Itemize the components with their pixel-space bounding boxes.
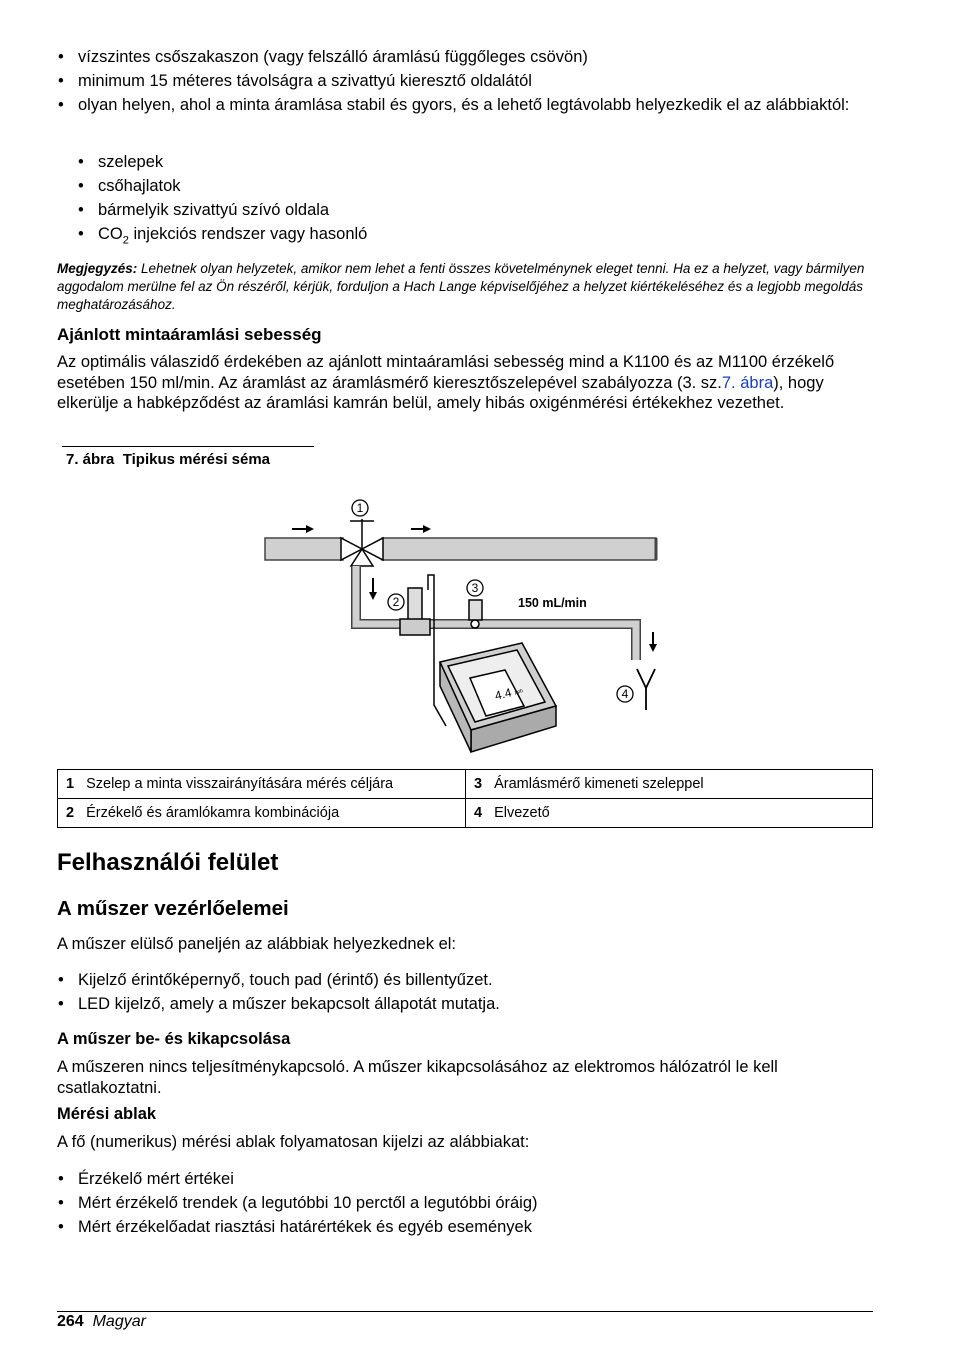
page-number: 264: [57, 1313, 84, 1330]
main-pipe: [265, 538, 656, 560]
three-way-valve-icon: [341, 519, 383, 566]
list-item: • Érzékelő mért értékei: [58, 1170, 234, 1188]
callout-3: 3: [471, 581, 479, 595]
sensor-chamber-icon: [400, 575, 446, 726]
list-item: • csőhajlatok: [78, 177, 181, 195]
flow-rate-paragraph: Az optimális válaszidő érdekében az ajánlott mintaáramlási sebesség mind a K1100 és az M1100 érzékelő esetében 150 ml/min. Az áramlást az áramlásmérő kieresztőszelepével szabályozza (3. sz.7. ábra), hogy elkerülje a habképződést az áramlási kamrán belül, amely hibás oxigénmérési értékekhez vezethet.: [57, 353, 835, 412]
legend-cell: 2 Érzékelő és áramlókamra kombinációja: [58, 799, 466, 828]
list-item: • Kijelző érintőképernyő, touch pad (érintő) és billentyűzet.: [58, 971, 493, 989]
figure-legend-table: [57, 769, 873, 828]
list-item: • minimum 15 méteres távolságra a szivattyú kieresztő oldalától: [58, 72, 532, 90]
power-heading: A műszer be- és kikapcsolása: [57, 1030, 291, 1048]
list-item: • bármelyik szivattyú szívó oldala: [78, 201, 330, 219]
table-row: [58, 799, 873, 828]
callout-2: 2: [392, 595, 400, 609]
table-row: [58, 770, 873, 799]
display-unit: ppb: [514, 688, 524, 696]
list-item: • Mért érzékelő trendek (a legutóbbi 10 perctől a legutóbbi óráig): [58, 1194, 538, 1212]
sample-line: [356, 566, 636, 660]
figure-link[interactable]: 7. ábra: [721, 373, 774, 392]
list-item: • szelepek: [78, 153, 164, 171]
figure-caption: 7. ábra Tipikus mérési séma: [66, 451, 271, 468]
callout-4: 4: [621, 687, 629, 701]
legend-cell: 4 Elvezető: [466, 799, 873, 828]
measurement-bullet-list: [58, 1169, 878, 1237]
flow-rate-heading: Ajánlott mintaáramlási sebesség: [57, 325, 322, 344]
list-item: • LED kijelző, amely a műszer bekapcsolt állapotát mutatja.: [58, 995, 500, 1013]
measurement-intro: A fő (numerikus) mérési ablak folyamatosan kijelzi az alábbiakat:: [57, 1133, 530, 1151]
flow-rate-label: 150 mL/min: [518, 596, 587, 610]
power-paragraph: A műszeren nincs teljesítménykapcsoló. A műszer kikapcsolásához az elektromos hálózatról le kell csatlakoztatni.: [57, 1058, 778, 1097]
page-footer: [57, 1313, 146, 1331]
legend-cell: 3 Áramlásmérő kimeneti szeleppel: [466, 770, 873, 799]
controls-intro: A műszer elülső paneljén az alábbiak helyezkednek el:: [57, 935, 456, 953]
callout-1: 1: [356, 501, 364, 515]
list-item: • $CO_2$ injekciós rendszer vagy hasonló: [78, 225, 368, 247]
legend-cell: 1 Szelep a minta visszairányítására mérés céljára: [58, 770, 466, 799]
list-item: • vízszintes csőszakaszon (vagy felszálló áramlású függőleges csövön): [58, 48, 588, 66]
measurement-heading: Mérési ablak: [57, 1105, 157, 1123]
note: Megjegyzés: Lehetnek olyan helyzetek, amikor nem lehet a fenti összes követelménynek eleget tenni. Ha ez a helyzet, vagy bármilyen aggodalom merülne fel az Ön részéről, kérjük, forduljon a Hach Lange képviselőjéhez a helyzet kiértékeléséhez és a legjobb megoldás meghatározásához.: [57, 261, 865, 312]
controls-bullet-list: [58, 970, 878, 1014]
list-item: • olyan helyen, ahol a minta áramlása stabil és gyors, és a lehető legtávolabb helyezkedik el az alábbiaktól:: [58, 96, 850, 114]
list-item: • Mért érzékelőadat riasztási határértékek és egyéb események: [58, 1218, 532, 1236]
drain-icon: [637, 669, 655, 710]
section-title: Felhasználói felület: [57, 849, 279, 876]
footer-rule: [57, 1311, 873, 1312]
subsection-title: A műszer vezérlőelemei: [57, 897, 289, 920]
footer-language: Magyar: [92, 1313, 146, 1330]
display-value: 4.4: [493, 685, 513, 703]
